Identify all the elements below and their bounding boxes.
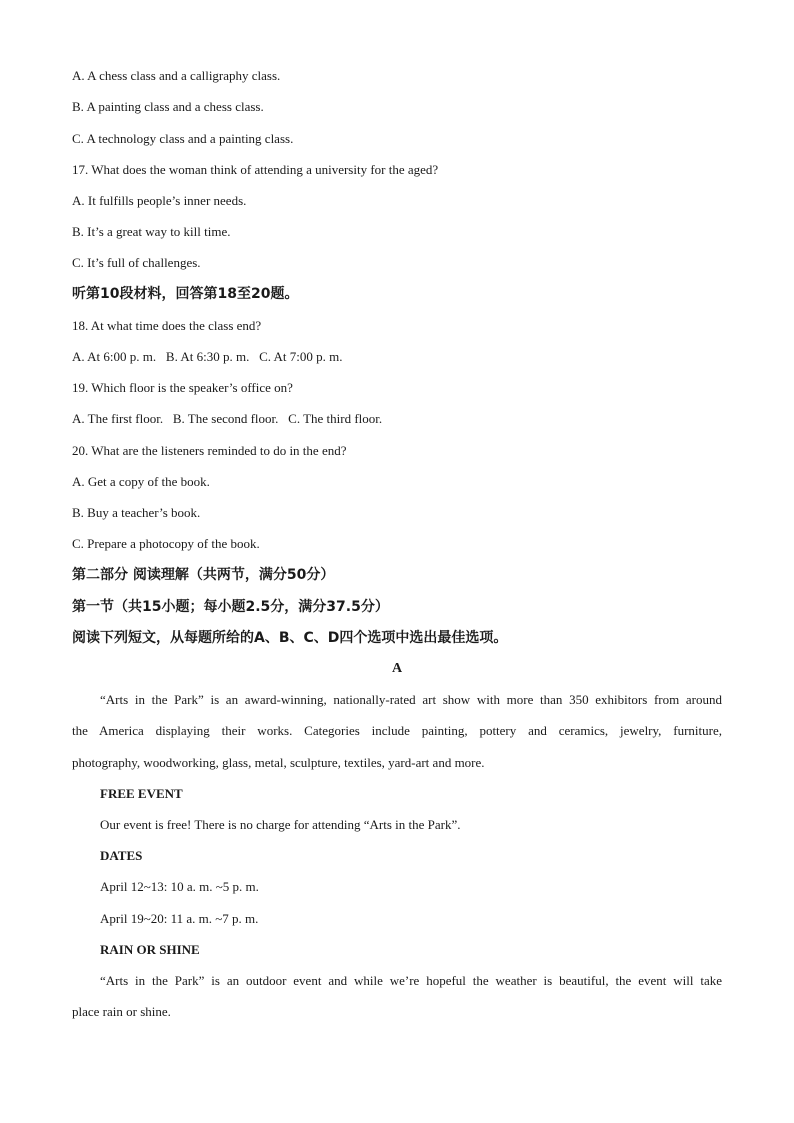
- section-10-heading: 听第10段材料，回答第18至20题。: [72, 286, 299, 302]
- section1-heading: 第一节（共15小题；每小题2.5分，满分37.5分）: [72, 599, 389, 615]
- free-event-heading: FREE EVENT: [100, 786, 183, 801]
- rain-or-shine-line-1: “Arts in the Park” is an outdoor event and while we’re hopeful the weather is beautiful, the event will take: [100, 973, 722, 988]
- rain-or-shine-line-2: place rain or shine.: [72, 1004, 171, 1019]
- q19-question: 19. Which floor is the speaker’s office on?: [72, 380, 293, 395]
- q16-option-b: B. A painting class and a chess class.: [72, 99, 264, 114]
- dates-line-2: April 19~20: 11 a. m. ~7 p. m.: [100, 911, 259, 926]
- q17-option-a: A. It fulfills people’s inner needs.: [72, 193, 247, 208]
- q16-option-a: A. A chess class and a calligraphy class.: [72, 68, 281, 83]
- q19-options: A. The first floor. B. The second floor. C. The third floor.: [72, 411, 383, 426]
- intro-line-1: “Arts in the Park” is an award-winning, nationally-rated art show with more than 350 exhibitors from around: [100, 692, 722, 707]
- q17-question: 17. What does the woman think of attending a university for the aged?: [72, 162, 439, 177]
- q20-question: 20. What are the listeners reminded to do in the end?: [72, 443, 347, 458]
- q18-question: 18. At what time does the class end?: [72, 318, 262, 333]
- q17-option-b: B. It’s a great way to kill time.: [72, 224, 231, 239]
- q20-option-c: C. Prepare a photocopy of the book.: [72, 536, 260, 551]
- q17-option-c: C. It’s full of challenges.: [72, 255, 201, 270]
- q20-option-b: B. Buy a teacher’s book.: [72, 505, 201, 520]
- part2-heading: 第二部分 阅读理解（共两节，满分50分）: [72, 567, 335, 583]
- intro-line-2: the America displaying their works. Categories include painting, pottery and ceramics, jewelry, furniture,: [72, 723, 722, 738]
- q20-option-a: A. Get a copy of the book.: [72, 474, 210, 489]
- q16-option-c: C. A technology class and a painting class.: [72, 131, 294, 146]
- free-event-text: Our event is free! There is no charge for attending “Arts in the Park”.: [100, 817, 461, 832]
- passage-letter: A: [391, 661, 403, 676]
- dates-line-1: April 12~13: 10 a. m. ~5 p. m.: [100, 879, 259, 894]
- intro-line-3: photography, woodworking, glass, metal, sculpture, textiles, yard-art and more.: [72, 755, 485, 770]
- rain-or-shine-heading: RAIN OR SHINE: [100, 942, 200, 957]
- reading-instructions: 阅读下列短文，从每题所给的A、B、C、D四个选项中选出最佳选项。: [72, 630, 508, 646]
- q18-options: A. At 6:00 p. m. B. At 6:30 p. m. C. At 7:00 p. m.: [72, 349, 343, 364]
- dates-heading: DATES: [100, 848, 143, 863]
